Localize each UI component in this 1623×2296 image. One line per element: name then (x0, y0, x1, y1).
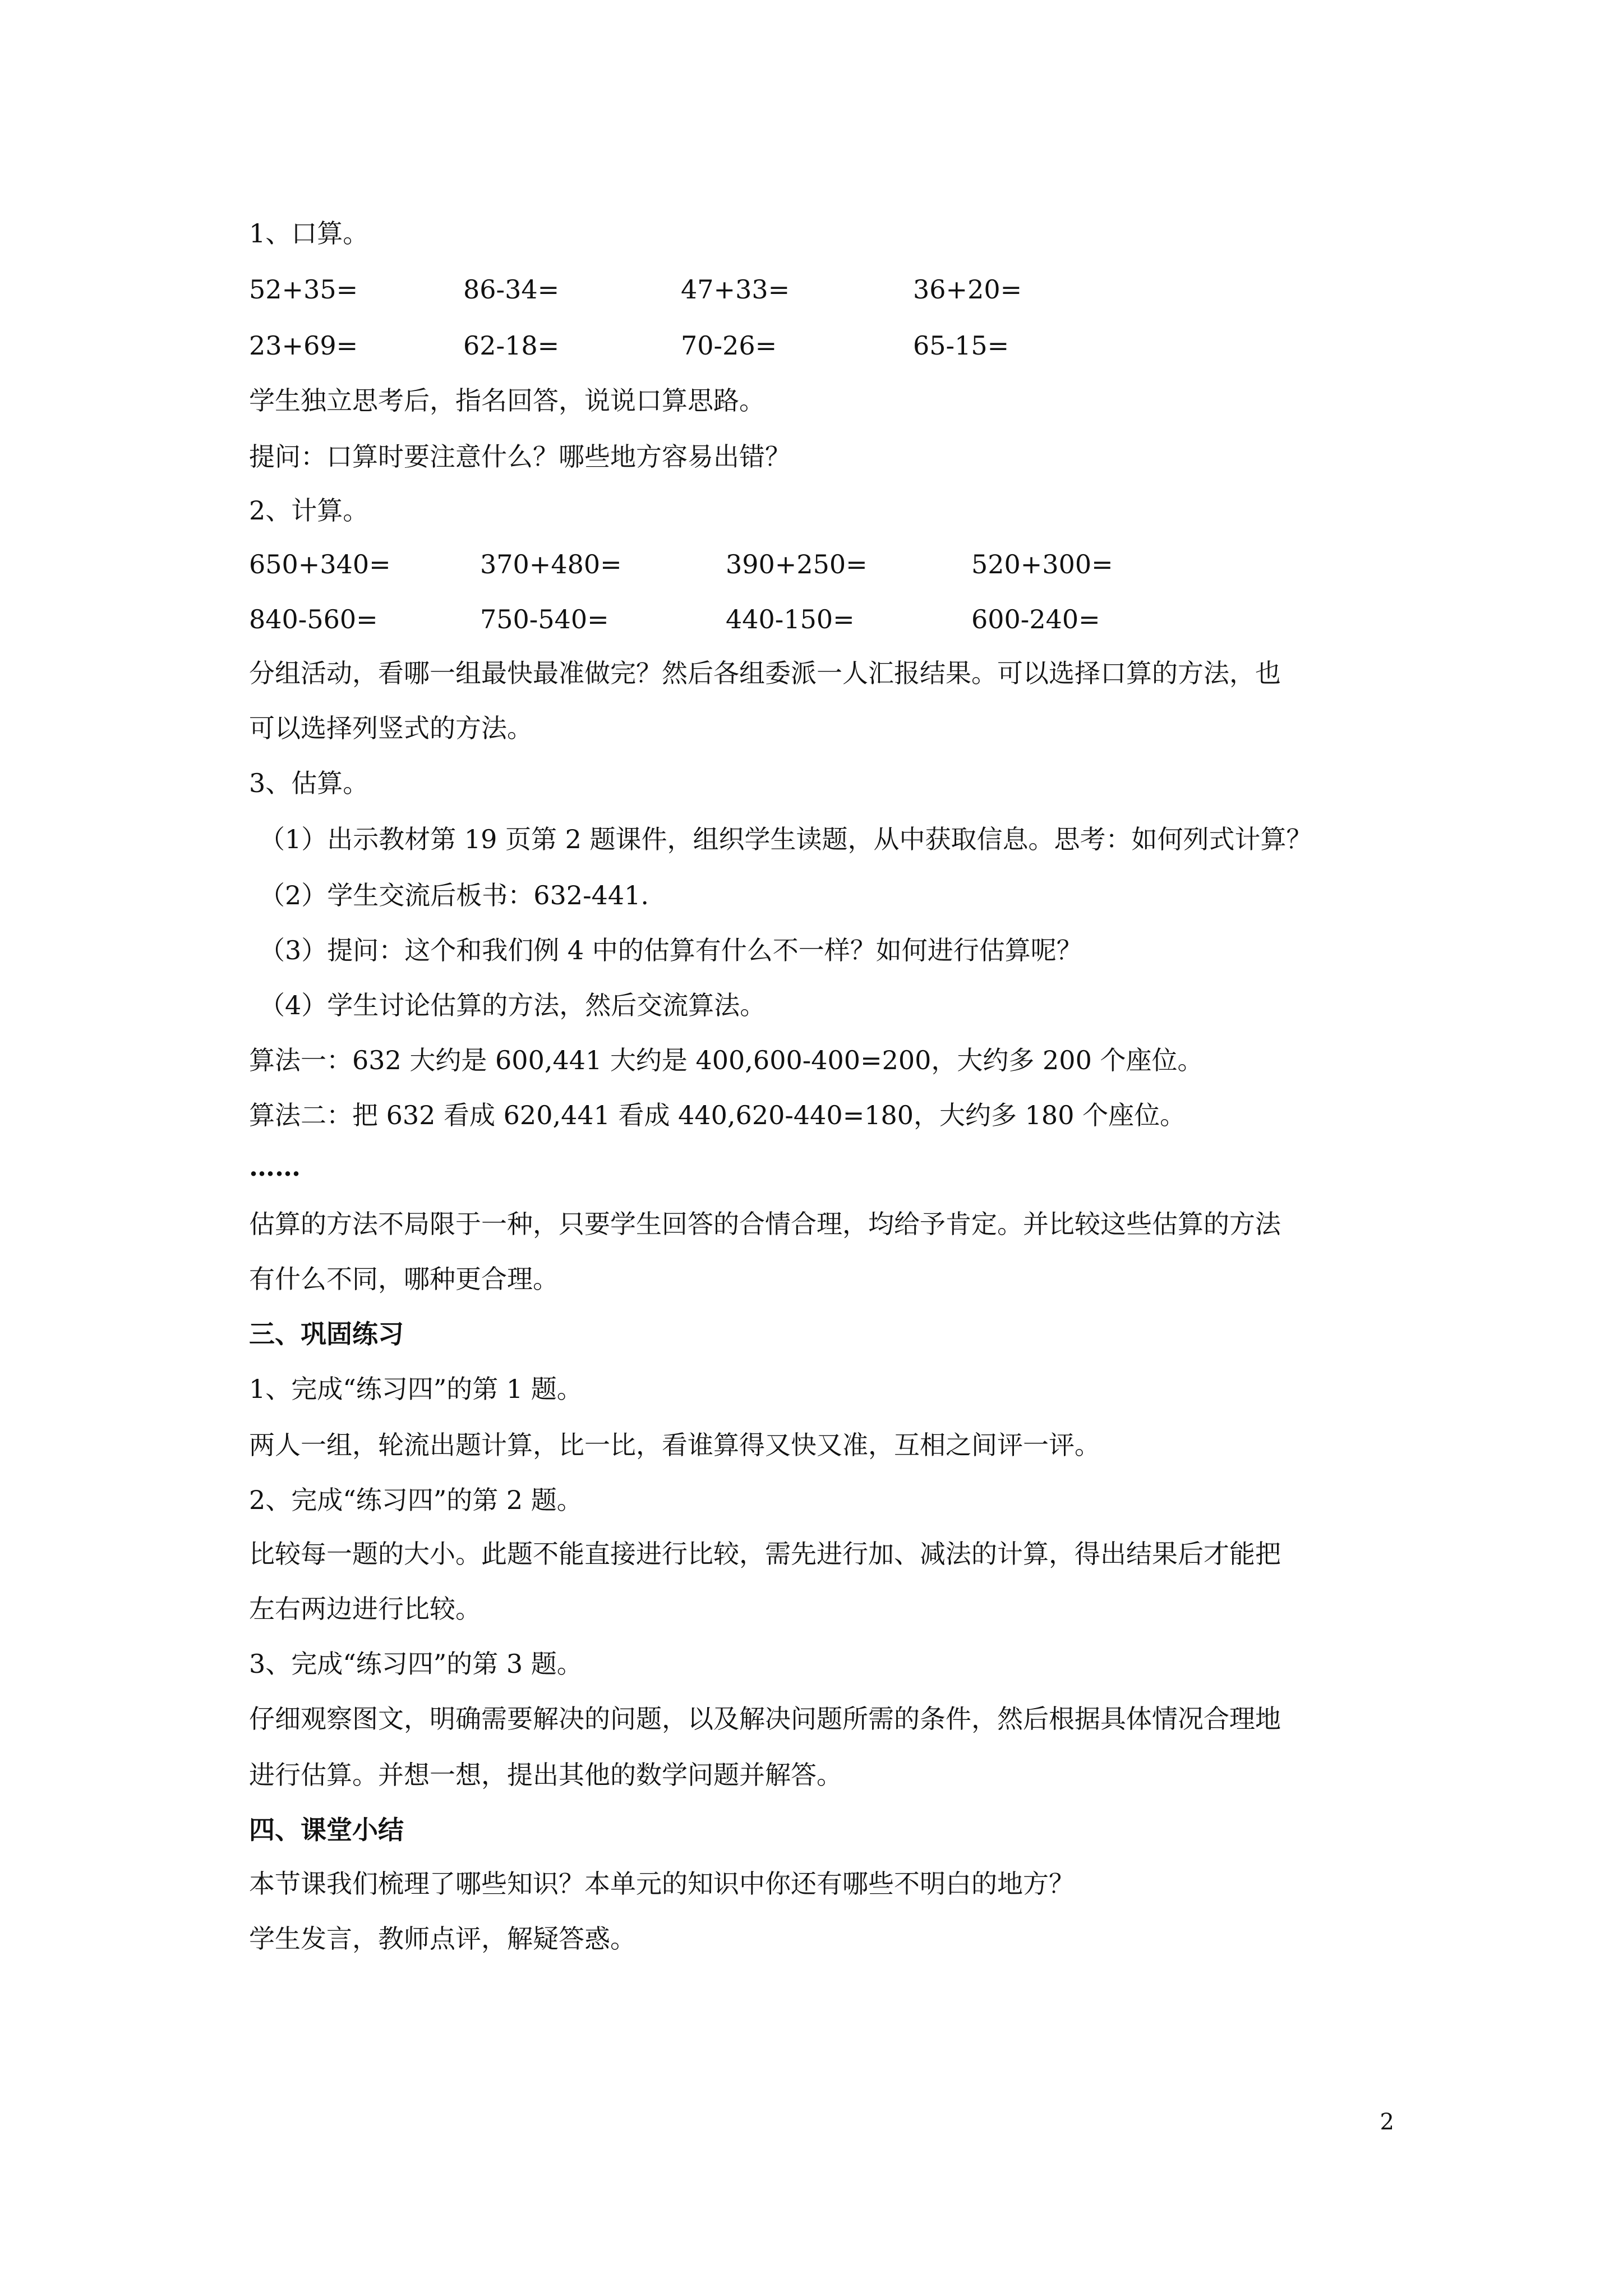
paragraph: 估算的方法不局限于一种，只要学生回答的合情合理，均给予肯定。并比较这些估算的方法 (249, 1209, 1281, 1239)
paragraph: 仔细观察图文，明确需要解决的问题，以及解决问题所需的条件，然后根据具体情况合理地 (249, 1704, 1281, 1734)
section-heading: 三、巩固练习 (249, 1319, 404, 1349)
paragraph: （2）学生交流后板书：632-441. (259, 880, 649, 910)
calc-expr: 520+300= (971, 549, 1113, 579)
oral-math-expr: 36+20= (913, 274, 1022, 305)
oral-math-expr: 52+35= (249, 274, 358, 305)
item-heading: 3、完成“练习四”的第 3 题。 (249, 1649, 583, 1679)
oral-math-expr: 23+69= (249, 330, 358, 361)
paragraph: 左右两边进行比较。 (249, 1594, 481, 1624)
calc-expr: 440-150= (726, 604, 855, 634)
paragraph: 学生独立思考后，指名回答，说说口算思路。 (249, 385, 765, 416)
item-calc-heading: 2、计算。 (249, 495, 369, 526)
paragraph: 可以选择列竖式的方法。 (249, 713, 533, 743)
paragraph: 本节课我们梳理了哪些知识？本单元的知识中你还有哪些不明白的地方？ (249, 1869, 1075, 1899)
paragraph: （4）学生讨论估算的方法，然后交流算法。 (259, 990, 766, 1020)
paragraph: 进行估算。并想一想，提出其他的数学问题并解答。 (249, 1760, 842, 1790)
paragraph: 提问：口算时要注意什么？哪些地方容易出错？ (249, 441, 791, 472)
oral-math-expr: 86-34= (463, 274, 560, 305)
calc-expr: 750-540= (480, 604, 609, 634)
paragraph: （1）出示教材第 19 页第 2 题课件，组织学生读题，从中获取信息。思考：如何列式计算？ (259, 824, 1312, 854)
item-oral-math-heading: 1、口算。 (249, 218, 369, 249)
ellipsis: …… (249, 1152, 301, 1182)
paragraph: 算法二：把 632 看成 620,441 看成 440,620-440=180，大约多 180 个座位。 (249, 1100, 1186, 1130)
paragraph: 有什么不同，哪种更合理。 (249, 1264, 559, 1294)
paragraph: 比较每一题的大小。此题不能直接进行比较，需先进行加、减法的计算，得出结果后才能把 (249, 1539, 1281, 1569)
item-heading: 2、完成“练习四”的第 2 题。 (249, 1485, 583, 1515)
oral-math-expr: 47+33= (681, 274, 790, 305)
oral-math-expr: 62-18= (463, 330, 560, 361)
oral-math-expr: 65-15= (913, 330, 1009, 361)
item-heading: 1、完成“练习四”的第 1 题。 (249, 1374, 583, 1404)
oral-math-expr: 70-26= (681, 330, 777, 361)
calc-expr: 650+340= (249, 549, 391, 579)
calc-expr: 370+480= (480, 549, 622, 579)
page-number: 2 (1380, 2109, 1394, 2135)
calc-expr: 600-240= (971, 604, 1100, 634)
calc-expr: 840-560= (249, 604, 378, 634)
paragraph: 分组活动，看哪一组最快最准做完？然后各组委派一人汇报结果。可以选择口算的方法，也 (249, 658, 1281, 688)
calc-expr: 390+250= (726, 549, 868, 579)
paragraph: 学生发言，教师点评，解疑答惑。 (249, 1924, 636, 1954)
paragraph: 算法一：632 大约是 600,441 大约是 400,600-400=200，大约多 200 个座位。 (249, 1045, 1204, 1075)
paragraph: 两人一组，轮流出题计算，比一比，看谁算得又快又准，互相之间评一评。 (249, 1430, 1100, 1460)
item-estimate-heading: 3、估算。 (249, 768, 369, 798)
section-heading: 四、课堂小结 (249, 1815, 404, 1845)
paragraph: （3）提问：这个和我们例 4 中的估算有什么不一样？如何进行估算呢？ (259, 935, 1082, 965)
